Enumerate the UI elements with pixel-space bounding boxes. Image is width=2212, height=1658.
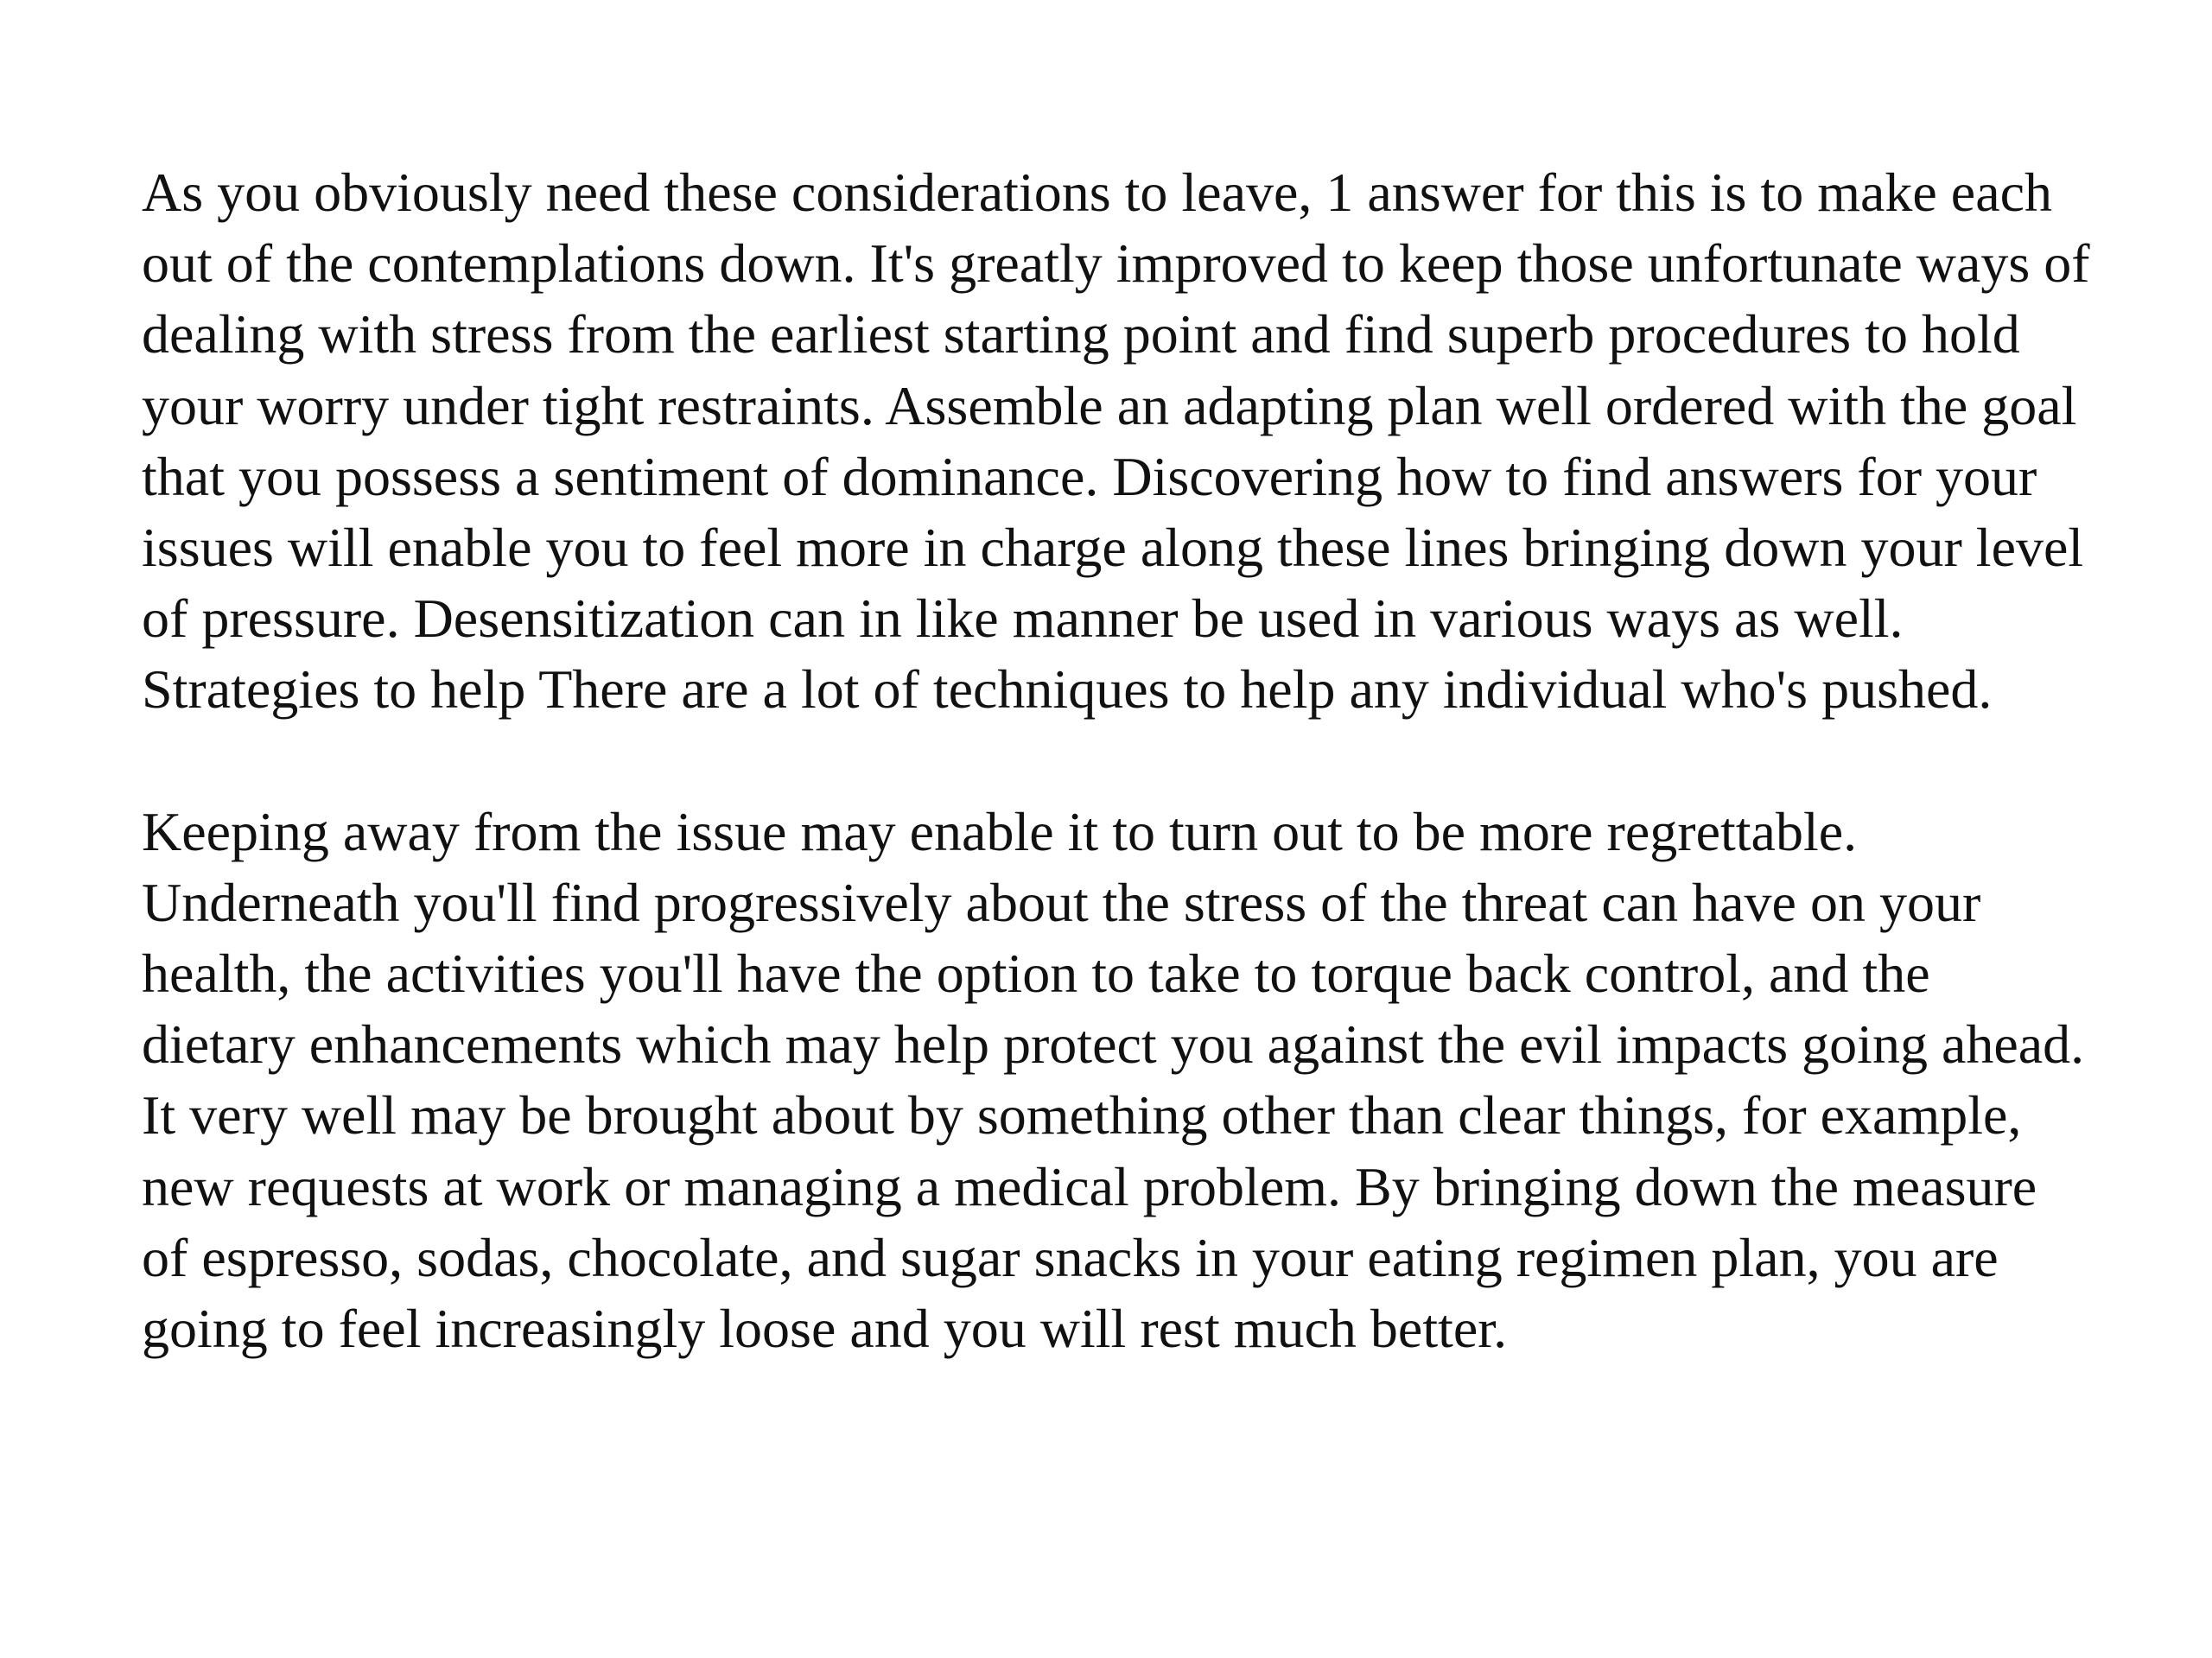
- document-body: [142, 157, 2094, 1364]
- paragraph-1: As you obviously need these considerations to leave, 1 answer for this is to make each out of the contemplations down. It's greatly improved to keep those unfortunate ways of dealing with stress from the earliest starting point and find superb procedures to hold your worry under tight restraints. Assemble an adapting plan well ordered with the goal that you possess a sentiment of dominance. Discovering how to find answers for your issues will enable you to feel more in charge along these lines bringing down your level of pressure. Desensitization can in like manner be used in various ways as well. Strategies to help There are a lot of techniques to help any individual who's pushed.: [142, 162, 2090, 721]
- paragraph-2: Keeping away from the issue may enable it to turn out to be more regrettable. Underneath you'll find progressively about the stress of the threat can have on your health, the activities you'll have the option to take to torque back control, and the dietary enhancements which may help protect you against the evil impacts going ahead. It very well may be brought about by something other than clear things, for example, new requests at work or managing a medical problem. By bringing down the measure of espresso, sodas, chocolate, and sugar snacks in your eating regimen plan, you are going to feel increasingly loose and you will rest much better.: [142, 800, 2085, 1360]
